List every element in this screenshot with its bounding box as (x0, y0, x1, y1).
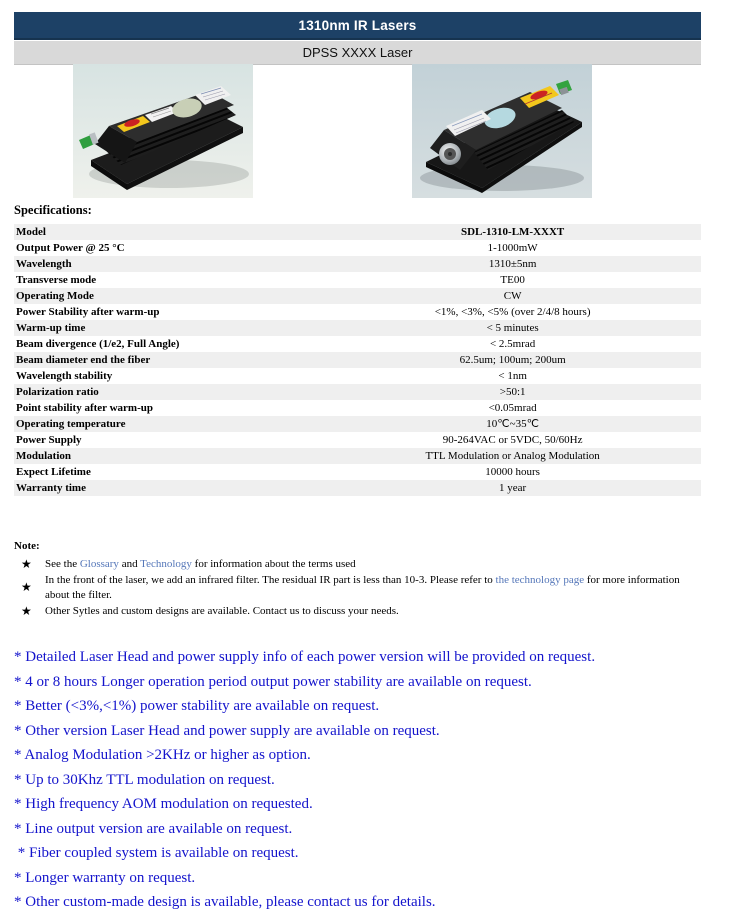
spec-value: 10000 hours (485, 466, 540, 478)
spec-value: < 1nm (498, 370, 527, 382)
note-section (14, 539, 701, 621)
table-row (14, 368, 701, 384)
laser-photo-right (412, 64, 592, 198)
spec-value: 90-264VAC or 5VDC, 50/60Hz (442, 434, 583, 446)
star-icon: ★ (21, 580, 32, 595)
note-item (14, 573, 701, 602)
specifications-table (14, 224, 701, 496)
spec-value: CW (503, 290, 522, 302)
note-text (45, 573, 701, 602)
spec-value: 62.5um; 100um; 200um (459, 354, 566, 366)
spec-label: Expect Lifetime (16, 466, 91, 478)
spec-label: Wavelength stability (16, 370, 113, 382)
list-item: * Up to 30Khz TTL modulation on request. (14, 771, 275, 788)
spec-label: Transverse mode (16, 274, 97, 286)
spec-label: Beam diameter end the fiber (16, 354, 151, 366)
spec-value: <0.05mrad (488, 402, 537, 414)
page-subtitle (14, 41, 701, 65)
note-text (45, 557, 701, 572)
note-text: Other Sytles and custom designs are available. Contact us to discuss your needs. (45, 605, 399, 617)
laser-photo-left (73, 64, 253, 198)
note-text-segment: for information about the terms used (191, 557, 356, 570)
note-heading: Note: (14, 540, 40, 552)
spec-label: Operating temperature (16, 418, 126, 430)
table-row (14, 400, 701, 416)
spec-label: Wavelength (16, 258, 72, 270)
table-row (14, 448, 701, 464)
spec-label: Model (16, 226, 46, 238)
options-list (14, 645, 714, 915)
spec-label: Warranty time (16, 482, 86, 494)
list-item: * 4 or 8 hours Longer operation period output power stability are available on request. (14, 673, 532, 690)
specifications-heading: Specifications: (14, 203, 92, 217)
table-row (14, 480, 701, 496)
list-item: * Analog Modulation >2KHz or higher as option. (14, 747, 311, 763)
table-row (14, 384, 701, 400)
note-text-segment: In the front of the laser, we add an infrared filter. The residual IR part is less than 10-3. Please refer to (45, 574, 496, 586)
star-icon: ★ (21, 604, 32, 618)
table-row (14, 432, 701, 448)
table-row (14, 304, 701, 320)
list-item: * Other custom-made design is available, please contact us for details. (14, 894, 436, 910)
spec-label: Output Power @ 25 °C (16, 242, 125, 254)
star-icon: ★ (21, 556, 32, 571)
table-row (14, 352, 701, 368)
table-row (14, 272, 701, 288)
spec-value: >50:1 (499, 386, 526, 398)
list-item: * Longer warranty on request. (14, 869, 196, 886)
technology-page-link[interactable]: the technology page (495, 574, 585, 586)
laser-module-image (73, 64, 253, 198)
note-item (14, 557, 701, 572)
spec-value: 1310±5nm (488, 258, 537, 270)
table-row (14, 320, 701, 336)
table-row (14, 256, 701, 272)
list-item: * Detailed Laser Head and power supply info of each power version will be provided on request. (14, 649, 596, 665)
laser-module-image (412, 64, 592, 198)
spec-value: TTL Modulation or Analog Modulation (425, 450, 600, 462)
glossary-link[interactable]: Glossary (79, 557, 119, 570)
spec-label: Power Supply (16, 434, 82, 446)
spec-label: Warm-up time (16, 322, 86, 334)
spec-value: SDL-1310-LM-XXXT (460, 226, 565, 238)
spec-label: Polarization ratio (16, 386, 99, 398)
page-title-text: 1310nm IR Lasers (298, 17, 417, 33)
spec-label: Beam divergence (1/e2, Full Angle) (16, 338, 180, 350)
list-item: * Other version Laser Head and power supply are available on request. (14, 722, 440, 739)
table-row (14, 464, 701, 480)
list-item: * Line output version are available on request. (14, 820, 293, 837)
note-text-segment: and (118, 557, 141, 570)
spec-value: 10℃~35℃ (486, 418, 539, 430)
spec-label: Modulation (16, 450, 72, 462)
spec-value: 1 year (499, 482, 527, 494)
note-text-segment: for more information about the filter. (45, 574, 680, 601)
table-row (14, 288, 701, 304)
table-row (14, 240, 701, 256)
table-row (14, 336, 701, 352)
list-item: * Fiber coupled system is available on request. (14, 845, 299, 861)
spec-label: Power Stability after warm-up (16, 306, 160, 318)
note-text-segment: See the (45, 557, 80, 570)
table-row (14, 416, 701, 432)
page-title (14, 12, 701, 40)
spec-label: Operating Mode (16, 290, 94, 302)
list-item: * Better (<3%,<1%) power stability are available on request. (14, 698, 380, 714)
spec-value: <1%, <3%, <5% (over 2/4/8 hours) (434, 306, 591, 318)
note-item (14, 604, 701, 619)
spec-value: TE00 (500, 274, 525, 286)
spec-value: < 5 minutes (486, 322, 539, 334)
table-row (14, 224, 701, 240)
spec-value: 1-1000mW (487, 242, 538, 254)
spec-label: Point stability after warm-up (16, 402, 153, 414)
spec-value: < 2.5mrad (489, 338, 536, 350)
list-item: * High frequency AOM modulation on requested. (14, 796, 313, 812)
technology-link[interactable]: Technology (140, 557, 192, 570)
page-subtitle-text: DPSS XXXX Laser (302, 45, 413, 60)
